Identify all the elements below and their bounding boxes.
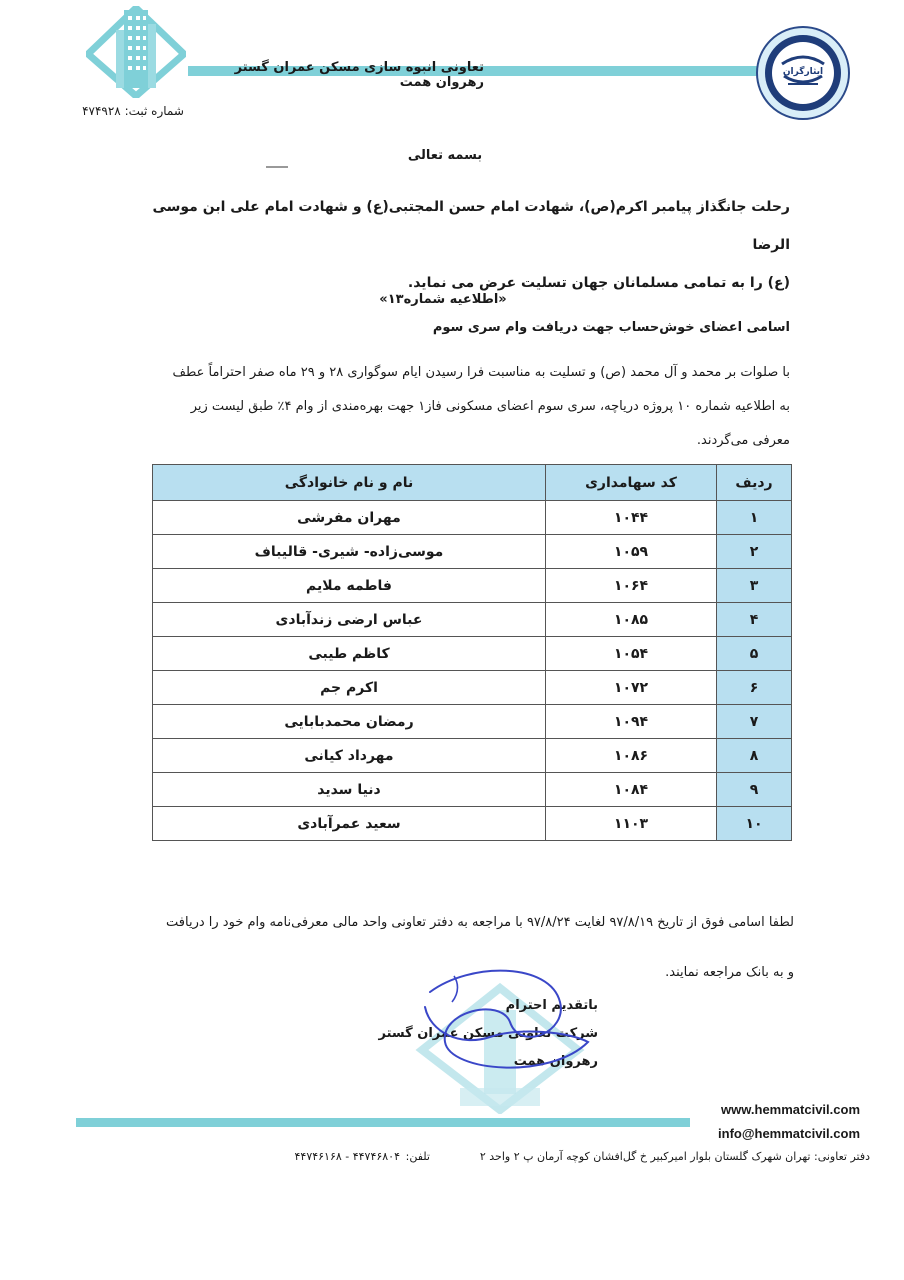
notice-title: «اطلاعیه شماره۱۳» <box>379 292 507 307</box>
table-row <box>153 637 792 671</box>
instruction-line: لطفا اسامی فوق از تاریخ ۹۷/۸/۱۹ لغایت ۹۷/۸/۲۴ با مراجعه به دفتر تعاونی واحد مالی معرفی‌نامه وام خود را دریافت <box>166 915 794 930</box>
notice-body <box>100 356 790 458</box>
row-index: ۲ <box>717 535 792 569</box>
website-link[interactable]: www.hemmatcivil.com <box>721 1102 860 1117</box>
table-row <box>153 807 792 841</box>
member-name: مهران مفرشی <box>153 501 546 535</box>
closing-signatory: شرکت تعاونی مسکن عمران گستر رهروان همت <box>378 1026 598 1069</box>
member-name: رمضان محمدبابایی <box>153 705 546 739</box>
footer-accent-bar <box>76 1118 690 1127</box>
table-row <box>153 671 792 705</box>
seal-emblem <box>754 24 852 122</box>
shareholder-code: ۱۰۷۲ <box>546 671 717 705</box>
invocation: بسمه تعالی <box>407 148 483 163</box>
row-index: ۴ <box>717 603 792 637</box>
closing-regards: باتقدیم احترام <box>505 998 598 1013</box>
shareholder-code: ۱۰۹۴ <box>546 705 717 739</box>
table-header-row <box>153 465 792 501</box>
shareholder-code: ۱۰۶۴ <box>546 569 717 603</box>
table-row <box>153 705 792 739</box>
company-logo <box>86 6 186 98</box>
row-index: ۱۰ <box>717 807 792 841</box>
shareholder-code: ۱۰۴۴ <box>546 501 717 535</box>
seal-text: ایثارگران <box>782 67 824 77</box>
column-header-index: ردیف <box>717 465 792 501</box>
registration-number: شماره ثبت: ۴۷۴۹۲۸ <box>82 104 184 118</box>
instruction-line: و به بانک مراجعه نمایند. <box>665 965 794 980</box>
member-name: موسی‌زاده- شیری- قالیباف <box>153 535 546 569</box>
member-name: فاطمه ملایم <box>153 569 546 603</box>
shareholder-code: ۱۰۵۹ <box>546 535 717 569</box>
phone-numbers: ۴۴۷۴۶۸۰۴ - ۴۴۷۴۶۱۶۸ <box>294 1150 400 1163</box>
column-header-name: نام و نام خانوادگی <box>153 465 546 501</box>
office-address: دفتر تعاونی: تهران شهرک گلستان بلوار امیرکبیر خ گل‌افشان کوچه آرمان پ ۲ واحد ۲ <box>479 1150 870 1163</box>
member-name: مهرداد کیانی <box>153 739 546 773</box>
handwritten-signature <box>400 962 590 1082</box>
table-row <box>153 535 792 569</box>
shareholder-code: ۱۰۵۴ <box>546 637 717 671</box>
notice-subject: اسامی اعضای خوش‌حساب جهت دریافت وام سری سوم <box>432 320 790 335</box>
condolence-line: (ع) را به تمامی مسلمانان جهان تسلیت عرض می نماید. <box>407 275 790 291</box>
row-index: ۳ <box>717 569 792 603</box>
decorative-mark <box>266 166 288 168</box>
shareholder-code: ۱۰۸۶ <box>546 739 717 773</box>
row-index: ۷ <box>717 705 792 739</box>
table-row <box>153 603 792 637</box>
table-row <box>153 569 792 603</box>
phone-label: تلفن: <box>405 1150 430 1163</box>
members-table <box>152 464 792 841</box>
body-line: به اطلاعیه شماره ۱۰ پروژه دریاچه، سری سوم اعضای مسکونی فاز۱ جهت بهره‌مندی از وام ۴٪ طبق لیست زیر <box>190 399 790 414</box>
column-header-code: کد سهامداری <box>546 465 717 501</box>
email-link[interactable]: info@hemmatcivil.com <box>718 1126 860 1141</box>
member-name: اکرم جم <box>153 671 546 705</box>
member-name: دنیا سدید <box>153 773 546 807</box>
member-name: عباس ارضی زندآبادی <box>153 603 546 637</box>
member-name: کاظم طیبی <box>153 637 546 671</box>
body-line: معرفی می‌گردند. <box>696 433 790 448</box>
member-name: سعید عمرآبادی <box>153 807 546 841</box>
table-row <box>153 501 792 535</box>
row-index: ۶ <box>717 671 792 705</box>
row-index: ۱ <box>717 501 792 535</box>
table-row <box>153 773 792 807</box>
shareholder-code: ۱۱۰۳ <box>546 807 717 841</box>
row-index: ۵ <box>717 637 792 671</box>
table-row <box>153 739 792 773</box>
condolence-message <box>150 188 790 302</box>
shareholder-code: ۱۰۸۴ <box>546 773 717 807</box>
row-index: ۹ <box>717 773 792 807</box>
body-line: با صلوات بر محمد و آل محمد (ص) و تسلیت به مناسبت فرا رسیدن ایام سوگواری ۲۸ و ۲۹ ماه صفر احتراماً عطف <box>172 365 790 380</box>
row-index: ۸ <box>717 739 792 773</box>
condolence-line: رحلت جانگذاز پیامبر اکرم(ص)، شهادت امام حسن المجتبی(ع) و شهادت امام علی ابن موسی الرضا <box>152 199 790 253</box>
company-name: تعاونی انبوه سازی مسکن عمران گستر رهروان همت <box>234 60 484 90</box>
shareholder-code: ۱۰۸۵ <box>546 603 717 637</box>
